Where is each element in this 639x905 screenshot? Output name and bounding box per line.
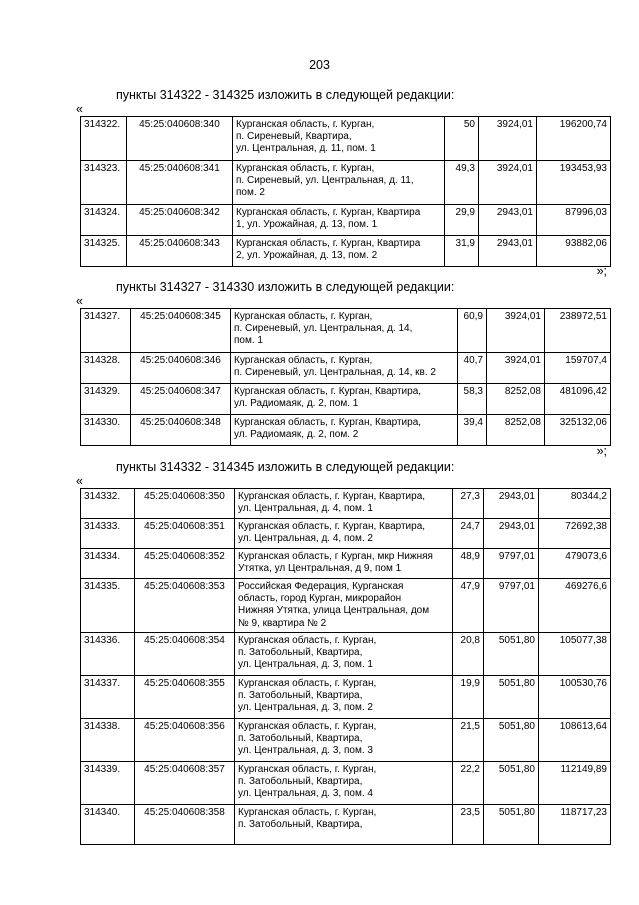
cadastral-number-cell: 45:25:040608:350	[135, 489, 235, 519]
price-per-unit-cell: 2943,01	[479, 236, 537, 267]
address-cell: Курганская область, г Курган, мкр Нижняя Утятка, ул Центральная, д 9, пом 1	[235, 549, 453, 579]
total-value-cell: 193453,93	[537, 161, 611, 205]
cadastral-number-cell: 45:25:040608:354	[135, 632, 235, 675]
row-number-cell: 314323.	[81, 161, 127, 205]
section-3-table	[80, 488, 611, 845]
total-value-cell: 108613,64	[539, 718, 611, 761]
address-cell: Курганская область, г. Курган, Квартира 1, ул. Урожайная, д. 13, пом. 1	[233, 205, 445, 236]
price-per-unit-cell: 5051,80	[484, 675, 539, 718]
address-cell: Курганская область, г. Курган, п. Сиреневый, ул. Центральная, д. 14, кв. 2	[231, 353, 458, 384]
cadastral-number-cell: 45:25:040608:351	[135, 519, 235, 549]
row-number-cell: 314327.	[81, 309, 131, 353]
price-per-unit-cell: 8252,08	[487, 384, 545, 415]
area-cell: 47,9	[453, 579, 484, 633]
section-3-intro: пункты 314332 - 314345 изложить в следующей редакции:	[116, 460, 455, 474]
section-2-close-quote: »;	[596, 444, 607, 458]
address-cell: Курганская область, г. Курган, п. Затобольный, Квартира, ул. Центральная, д. 3, пом. 1	[235, 632, 453, 675]
total-value-cell: 159707,4	[545, 353, 611, 384]
section-2-open-quote: «	[76, 294, 83, 308]
total-value-cell: 80344,2	[539, 489, 611, 519]
row-number-cell: 314332.	[81, 489, 135, 519]
address-cell: Курганская область, г. Курган, п. Сиреневый, ул. Центральная, д. 14, пом. 1	[231, 309, 458, 353]
area-cell: 19,9	[453, 675, 484, 718]
area-cell: 49,3	[445, 161, 479, 205]
cadastral-number-cell: 45:25:040608:343	[127, 236, 233, 267]
address-cell: Курганская область, г. Курган, п. Затобольный, Квартира, ул. Центральная, д. 3, пом. 4	[235, 761, 453, 804]
row-number-cell: 314340.	[81, 804, 135, 844]
cadastral-number-cell: 45:25:040608:358	[135, 804, 235, 844]
row-number-cell: 314336.	[81, 632, 135, 675]
cadastral-number-cell: 45:25:040608:348	[131, 415, 231, 446]
row-number-cell: 314324.	[81, 205, 127, 236]
table-row	[81, 632, 611, 675]
table-row	[81, 761, 611, 804]
total-value-cell: 196200,74	[537, 117, 611, 161]
section-2-intro: пункты 314327 - 314330 изложить в следующей редакции:	[116, 280, 455, 294]
address-cell: Российская Федерация, Курганская область, город Курган, микрорайон Нижняя Утятка, улица Центральная, дом № 9, квартира № 2	[235, 579, 453, 633]
row-number-cell: 314333.	[81, 519, 135, 549]
area-cell: 23,5	[453, 804, 484, 844]
table-row	[81, 675, 611, 718]
table-row	[81, 236, 611, 267]
row-number-cell: 314328.	[81, 353, 131, 384]
total-value-cell: 238972,51	[545, 309, 611, 353]
address-cell: Курганская область, г. Курган, п. Затобольный, Квартира, ул. Центральная, д. 3, пом. 3	[235, 718, 453, 761]
price-per-unit-cell: 2943,01	[479, 205, 537, 236]
price-per-unit-cell: 5051,80	[484, 761, 539, 804]
table-row	[81, 718, 611, 761]
area-cell: 20,8	[453, 632, 484, 675]
price-per-unit-cell: 3924,01	[479, 161, 537, 205]
total-value-cell: 469276,6	[539, 579, 611, 633]
area-cell: 31,9	[445, 236, 479, 267]
cadastral-number-cell: 45:25:040608:346	[131, 353, 231, 384]
table-row	[81, 384, 611, 415]
row-number-cell: 314339.	[81, 761, 135, 804]
address-cell: Курганская область, г. Курган, Квартира, ул. Центральная, д. 4, пом. 2	[235, 519, 453, 549]
area-cell: 39,4	[458, 415, 487, 446]
price-per-unit-cell: 3924,01	[487, 309, 545, 353]
area-cell: 24,7	[453, 519, 484, 549]
address-cell: Курганская область, г. Курган, п. Затобольный, Квартира,	[235, 804, 453, 844]
area-cell: 22,2	[453, 761, 484, 804]
price-per-unit-cell: 9797,01	[484, 549, 539, 579]
section-1-close-quote: »;	[596, 264, 607, 278]
address-cell: Курганская область, г. Курган, п. Сиреневый, Квартира, ул. Центральная, д. 11, пом. 1	[233, 117, 445, 161]
area-cell: 29,9	[445, 205, 479, 236]
section-3-open-quote: «	[76, 474, 83, 488]
table-row	[81, 804, 611, 844]
table-row	[81, 353, 611, 384]
cadastral-number-cell: 45:25:040608:341	[127, 161, 233, 205]
row-number-cell: 314325.	[81, 236, 127, 267]
cadastral-number-cell: 45:25:040608:347	[131, 384, 231, 415]
address-cell: Курганская область, г. Курган, п. Затобольный, Квартира, ул. Центральная, д. 3, пом. 2	[235, 675, 453, 718]
section-1-open-quote: «	[76, 102, 83, 116]
cadastral-number-cell: 45:25:040608:342	[127, 205, 233, 236]
cadastral-number-cell: 45:25:040608:356	[135, 718, 235, 761]
table-row	[81, 309, 611, 353]
total-value-cell: 479073,6	[539, 549, 611, 579]
price-per-unit-cell: 9797,01	[484, 579, 539, 633]
table-row	[81, 117, 611, 161]
total-value-cell: 100530,76	[539, 675, 611, 718]
table-row	[81, 205, 611, 236]
area-cell: 60,9	[458, 309, 487, 353]
table-row	[81, 415, 611, 446]
total-value-cell: 93882,06	[537, 236, 611, 267]
cadastral-number-cell: 45:25:040608:355	[135, 675, 235, 718]
price-per-unit-cell: 8252,08	[487, 415, 545, 446]
price-per-unit-cell: 2943,01	[484, 489, 539, 519]
table-row	[81, 519, 611, 549]
section-1-intro: пункты 314322 - 314325 изложить в следующей редакции:	[116, 88, 455, 102]
total-value-cell: 105077,38	[539, 632, 611, 675]
cadastral-number-cell: 45:25:040608:340	[127, 117, 233, 161]
page-number: 203	[309, 58, 330, 72]
area-cell: 50	[445, 117, 479, 161]
address-cell: Курганская область, г. Курган, Квартира 2, ул. Урожайная, д. 13, пом. 2	[233, 236, 445, 267]
total-value-cell: 87996,03	[537, 205, 611, 236]
total-value-cell: 481096,42	[545, 384, 611, 415]
total-value-cell: 118717,23	[539, 804, 611, 844]
table-row	[81, 489, 611, 519]
table-row	[81, 579, 611, 633]
price-per-unit-cell: 5051,80	[484, 632, 539, 675]
address-cell: Курганская область, г. Курган, Квартира, ул. Радиомаяк, д. 2, пом. 1	[231, 384, 458, 415]
total-value-cell: 325132,06	[545, 415, 611, 446]
price-per-unit-cell: 5051,80	[484, 804, 539, 844]
section-1-table	[80, 116, 611, 267]
row-number-cell: 314338.	[81, 718, 135, 761]
price-per-unit-cell: 5051,80	[484, 718, 539, 761]
table-row	[81, 161, 611, 205]
address-cell: Курганская область, г. Курган, п. Сиреневый, ул. Центральная, д. 11, пом. 2	[233, 161, 445, 205]
row-number-cell: 314335.	[81, 579, 135, 633]
row-number-cell: 314337.	[81, 675, 135, 718]
cadastral-number-cell: 45:25:040608:345	[131, 309, 231, 353]
table-row	[81, 549, 611, 579]
row-number-cell: 314330.	[81, 415, 131, 446]
cadastral-number-cell: 45:25:040608:357	[135, 761, 235, 804]
price-per-unit-cell: 3924,01	[479, 117, 537, 161]
area-cell: 48,9	[453, 549, 484, 579]
address-cell: Курганская область, г. Курган, Квартира, ул. Центральная, д. 4, пом. 1	[235, 489, 453, 519]
row-number-cell: 314329.	[81, 384, 131, 415]
cadastral-number-cell: 45:25:040608:352	[135, 549, 235, 579]
area-cell: 21,5	[453, 718, 484, 761]
cadastral-number-cell: 45:25:040608:353	[135, 579, 235, 633]
price-per-unit-cell: 2943,01	[484, 519, 539, 549]
row-number-cell: 314322.	[81, 117, 127, 161]
address-cell: Курганская область, г. Курган, Квартира, ул. Радиомаяк, д. 2, пом. 2	[231, 415, 458, 446]
area-cell: 27,3	[453, 489, 484, 519]
area-cell: 58,3	[458, 384, 487, 415]
total-value-cell: 112149,89	[539, 761, 611, 804]
row-number-cell: 314334.	[81, 549, 135, 579]
price-per-unit-cell: 3924,01	[487, 353, 545, 384]
section-2-table	[80, 308, 611, 446]
total-value-cell: 72692,38	[539, 519, 611, 549]
area-cell: 40,7	[458, 353, 487, 384]
